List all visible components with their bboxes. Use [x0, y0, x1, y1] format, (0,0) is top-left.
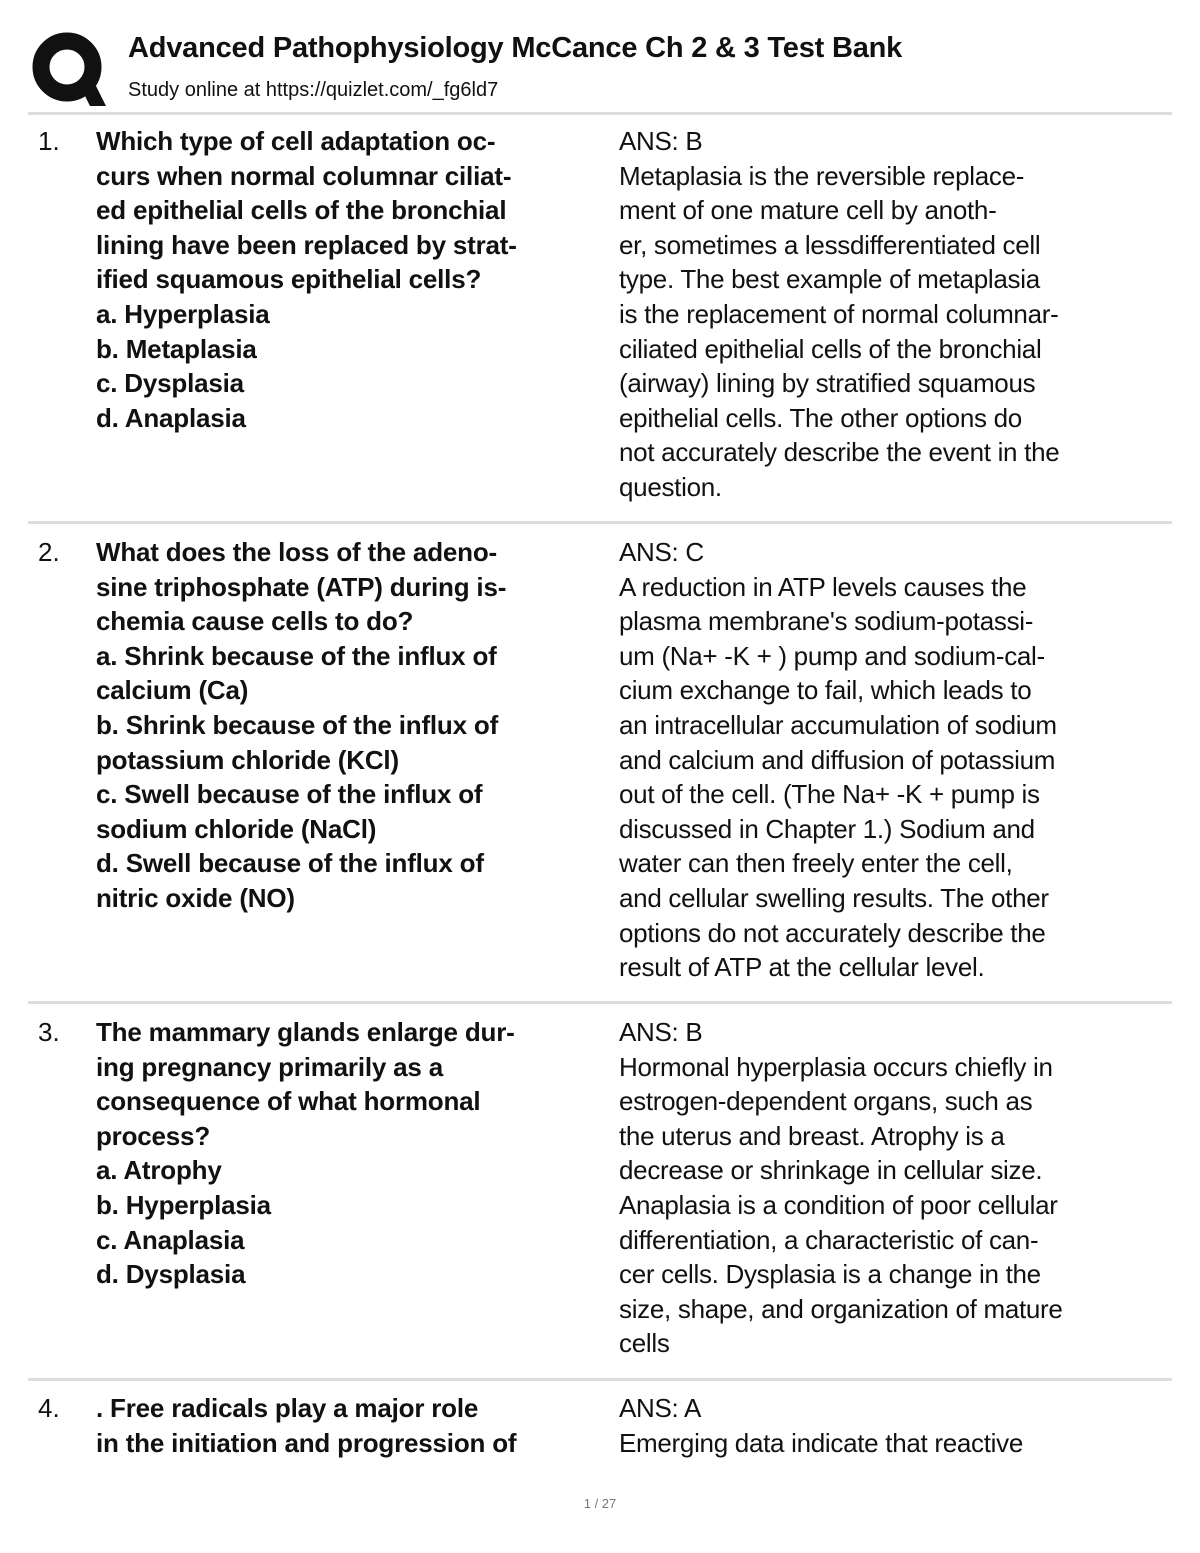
question-line: curs when normal columnar ciliat- — [96, 160, 512, 191]
option-line: sodium chloride (NaCl) — [96, 813, 377, 844]
question-line: The mammary glands enlarge dur- — [96, 1017, 515, 1047]
answer-line: and cellular swelling results. The other — [619, 882, 1049, 913]
option-line: c. Dysplasia — [96, 368, 244, 399]
option-line: a. Atrophy — [96, 1155, 222, 1186]
answer-line: cium exchange to fail, which leads to — [619, 675, 1032, 706]
question-line: in the initiation and progression of — [96, 1427, 517, 1458]
answer-line: (airway) lining by stratified squamous — [619, 368, 1036, 399]
question-text — [96, 124, 616, 435]
answer-key: ANS: B — [619, 126, 703, 156]
option-line: c. Anaplasia — [96, 1224, 245, 1255]
answer-line: the uterus and breast. Atrophy is a — [619, 1120, 1005, 1151]
card-divider — [28, 521, 1172, 524]
answer-line: question. — [619, 471, 722, 502]
answer-line: out of the cell. (The Na+ -K + pump is — [619, 779, 1040, 810]
answer-line: discussed in Chapter 1.) Sodium and — [619, 813, 1035, 844]
card-divider — [28, 1001, 1172, 1004]
option-line: potassium chloride (KCl) — [96, 744, 399, 775]
answer-line: an intracellular accumulation of sodium — [619, 709, 1057, 740]
answer-line: not accurately describe the event in the — [619, 437, 1060, 468]
answer-line: is the replacement of normal columnar- — [619, 298, 1059, 329]
question-line: . Free radicals play a major role — [96, 1393, 479, 1423]
document-title: Advanced Pathophysiology McCance Ch 2 & 3 Test Bank — [128, 32, 903, 64]
question-line: lining have been replaced by strat- — [96, 229, 517, 260]
answer-text — [619, 1391, 1179, 1460]
answer-line: differentiation, a characteristic of can- — [619, 1224, 1039, 1255]
question-line: sine triphosphate (ATP) during is- — [96, 571, 507, 602]
option-line: a. Hyperplasia — [96, 298, 270, 329]
question-line: ing pregnancy primarily as a — [96, 1051, 443, 1082]
option-line: b. Shrink because of the influx of — [96, 709, 499, 740]
answer-line: water can then freely enter the cell, — [619, 848, 1013, 879]
answer-key: ANS: A — [619, 1393, 702, 1423]
answer-text — [619, 124, 1179, 505]
option-line: calcium (Ca) — [96, 675, 249, 706]
question-text — [96, 1391, 616, 1460]
header-divider — [28, 112, 1172, 115]
question-line: chemia cause cells to do? — [96, 606, 414, 637]
option-line: d. Swell because of the influx of — [96, 848, 484, 879]
answer-line: decrease or shrinkage in cellular size. — [619, 1155, 1043, 1186]
page-number: 1 / 27 — [583, 1496, 617, 1511]
option-line: d. Anaplasia — [96, 402, 246, 433]
option-line: b. Hyperplasia — [96, 1189, 271, 1220]
answer-text — [619, 1015, 1179, 1361]
answer-line: estrogen-dependent organs, such as — [619, 1086, 1033, 1117]
card-number: 3. — [38, 1017, 60, 1047]
answer-key: ANS: C — [619, 537, 704, 567]
question-line: Which type of cell adaptation oc- — [96, 126, 496, 156]
answer-line: plasma membrane's sodium-potassi- — [619, 606, 1034, 637]
answer-text — [619, 535, 1179, 985]
answer-line: result of ATP at the cellular level. — [619, 952, 985, 983]
answer-line: cells — [619, 1328, 670, 1359]
answer-line: options do not accurately describe the — [619, 917, 1046, 948]
answer-line: Anaplasia is a condition of poor cellular — [619, 1189, 1058, 1220]
question-line: consequence of what hormonal — [96, 1086, 481, 1117]
answer-key: ANS: B — [619, 1017, 703, 1047]
option-line: c. Swell because of the influx of — [96, 779, 483, 810]
question-line: What does the loss of the adeno- — [96, 537, 497, 567]
card-divider — [28, 1378, 1172, 1381]
answer-line: Hormonal hyperplasia occurs chiefly in — [619, 1051, 1053, 1082]
answer-line: A reduction in ATP levels causes the — [619, 571, 1027, 602]
answer-line: size, shape, and organization of mature — [619, 1293, 1063, 1324]
answer-line: epithelial cells. The other options do — [619, 402, 1022, 433]
answer-line: um (Na+ -K + ) pump and sodium-cal- — [619, 640, 1045, 671]
answer-line: ciliated epithelial cells of the bronchial — [619, 333, 1042, 364]
answer-line: cer cells. Dysplasia is a change in the — [619, 1259, 1041, 1290]
option-line: b. Metaplasia — [96, 333, 257, 364]
answer-line: ment of one mature cell by anoth- — [619, 195, 997, 226]
answer-line: type. The best example of metaplasia — [619, 264, 1040, 295]
answer-line: Emerging data indicate that reactive — [619, 1427, 1023, 1458]
option-line: a. Shrink because of the influx of — [96, 640, 497, 671]
answer-line: Metaplasia is the reversible replace- — [619, 160, 1025, 191]
card-number: 1. — [38, 126, 60, 156]
question-line: process? — [96, 1120, 211, 1151]
card-number: 2. — [38, 537, 60, 567]
quizlet-q-logo-icon — [30, 30, 106, 106]
option-line: d. Dysplasia — [96, 1259, 246, 1290]
option-line: nitric oxide (NO) — [96, 882, 295, 913]
answer-line: and calcium and diffusion of potassium — [619, 744, 1056, 775]
answer-line: er, sometimes a lessdifferentiated cell — [619, 229, 1041, 260]
question-line: ified squamous epithelial cells? — [96, 264, 482, 295]
study-online-link[interactable]: Study online at https://quizlet.com/_fg6ld7 — [128, 79, 499, 101]
card-number: 4. — [38, 1393, 60, 1423]
question-line: ed epithelial cells of the bronchial — [96, 195, 507, 226]
question-text — [96, 535, 616, 916]
question-text — [96, 1015, 616, 1292]
